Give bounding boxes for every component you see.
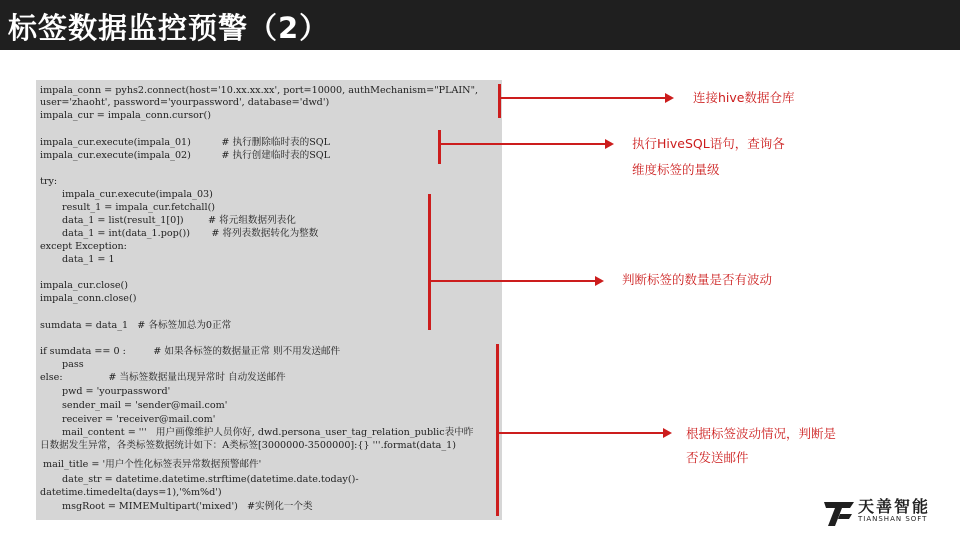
annotation-execute-2: 维度标签的量级 [632,162,720,177]
logo-icon [822,496,856,530]
code-line: impala_cur.execute(impala_02) # 执行创建临时表的SQL [40,150,331,161]
logo-subtitle: TIANSHAN SOFT [858,515,928,523]
arrow-mail [498,432,664,434]
code-line: data_1 = 1 [62,254,115,265]
code-line: datetime.timedelta(days=1),'%m%d') [40,487,222,498]
bracket-mail [496,344,499,516]
code-line: if sumdata == 0 : # 如果各标签的数据量正常 则不用发送邮件 [40,346,341,357]
code-line: data_1 = list(result_1[0]) # 将元组数据列表化 [62,215,296,226]
code-line: date_str = datetime.datetime.strftime(datetime.date.today()- [62,474,359,485]
annotation-execute-1: 执行HiveSQL语句，查询各 [632,136,785,151]
arrow-execute [440,143,606,145]
code-line: data_1 = int(data_1.pop()) # 将列表数据转化为整数 [62,228,319,239]
bracket-connect [498,84,501,118]
annotation-check: 判断标签的数量是否有波动 [622,272,773,287]
code-line: sender_mail = 'sender@mail.com' [62,400,228,411]
title-bar [0,0,960,50]
code-line: impala_cur.close() [40,280,129,291]
code-line: impala_conn = pyhs2.connect(host='10.xx.xx.xx', port=10000, authMechanism="PLAIN", [40,85,479,96]
annotation-connect: 连接hive数据仓库 [693,90,795,105]
code-line: sumdata = data_1 # 各标签加总为0正常 [40,320,232,331]
code-line: impala_conn.close() [40,293,137,304]
code-line: mail_title = '用户个性化标签表异常数据预警邮件' [40,459,262,470]
slide-title: 标签数据监控预警（2） [8,11,330,45]
code-line: pwd = 'yourpassword' [62,386,171,397]
code-line: 日数据发生异常，各类标签数据统计如下：A类标签[3000000-3500000]:{} '''.format(data_1) [40,440,457,451]
company-logo [822,492,952,532]
code-line: mail_content = ''' 用户画像维护人员你好, dwd.persona_user_tag_relation_public表中昨 [62,427,474,438]
arrow-head-icon [665,93,674,103]
code-line: except Exception: [40,241,127,252]
code-line: impala_cur = impala_conn.cursor() [40,110,211,121]
bracket-execute [438,130,441,164]
code-line: msgRoot = MIMEMultipart('mixed') #实例化一个类 [62,501,313,512]
arrow-head-icon [595,276,604,286]
code-line: receiver = 'receiver@mail.com' [62,414,216,425]
code-line: impala_cur.execute(impala_01) # 执行删除临时表的SQL [40,137,331,148]
code-line: result_1 = impala_cur.fetchall() [62,202,216,213]
code-line: impala_cur.execute(impala_03) [62,189,213,200]
code-line: pass [62,359,84,370]
annotation-mail-2: 否发送邮件 [686,450,749,465]
annotation-mail-1: 根据标签波动情况，判断是 [686,426,837,441]
arrow-head-icon [605,139,614,149]
arrow-connect [500,97,666,99]
arrow-head-icon [663,428,672,438]
bracket-check [428,194,431,330]
code-line: try: [40,176,58,187]
code-line: user='zhaoht', password='yourpassword', database='dwd') [40,97,330,108]
arrow-check [430,280,596,282]
logo-name: 天善智能 [858,497,931,516]
code-line: else: # 当标签数据量出现异常时 自动发送邮件 [40,372,286,383]
